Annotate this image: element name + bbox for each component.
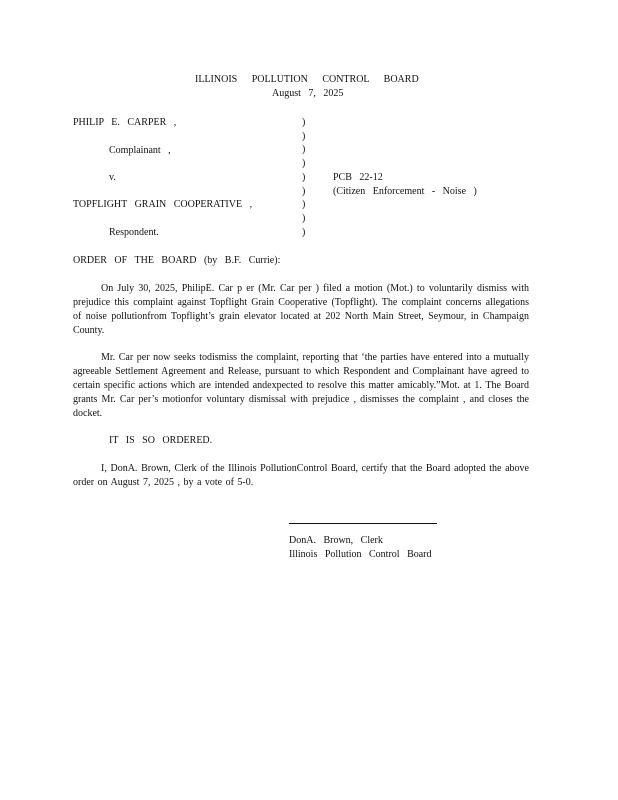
- order-paragraph-1: [73, 282, 529, 338]
- respondent-role: Respondent.: [109, 227, 159, 238]
- signature-line: [289, 523, 437, 524]
- caption-paren: ): [302, 144, 306, 156]
- caption-paren: ): [302, 171, 306, 183]
- order-date: August 7, 2025: [272, 88, 344, 99]
- order-paragraph-2-text: Mr. Car per now seeks todismiss the complaint, reporting that ‘the parties have entered into a mutually agreeable Settlement Agreement and Release, pursuant to which Respondent and Complainant have agreed to certain specific actions which are intended andexpected to resolve this matter amicably.”Mot. at 1. The Board grants Mr. Car per’s motionfor voluntary dismissal with prejudice , dismisses the complaint , and closes the docket.: [73, 352, 529, 419]
- so-ordered: IT IS SO ORDERED.: [109, 435, 213, 446]
- caption-paren: ): [302, 117, 306, 128]
- clerk-title: Illinois Pollution Control Board: [289, 549, 432, 560]
- case-number: PCB 22-12: [333, 172, 383, 183]
- clerk-name: DonA. Brown, Clerk: [289, 535, 383, 546]
- versus-label: v.: [109, 172, 116, 183]
- order-heading: ORDER OF THE BOARD (by B.F. Currie):: [73, 255, 281, 266]
- certification-paragraph: [73, 462, 529, 490]
- caption-paren: ): [302, 199, 306, 211]
- caption-paren: ): [302, 226, 306, 238]
- caption-parentheses: [302, 116, 310, 239]
- certification-text: I, DonA. Brown, Clerk of the Illinois PollutionControl Board, certify that the Board adopted the above order on August 7, 2025 , by a vote of 5-0.: [73, 463, 529, 488]
- respondent-name: TOPFLIGHT GRAIN COOPERATIVE ,: [73, 199, 253, 210]
- caption-paren: ): [302, 185, 306, 197]
- caption-paren: ): [302, 212, 306, 224]
- case-type: (Citizen Enforcement - Noise ): [333, 186, 477, 197]
- order-paragraph-1-text: On July 30, 2025, PhilipE. Car p er (Mr. Car per ) filed a motion (Mot.) to voluntarily dismiss with prejudice this complaint against Topflight Grain Cooperative (Topflight). The complaint concerns allegations of noise pollutionfrom Topflight’s grain elevator located at 202 North Main Street, Seymour, in Champaign County.: [73, 283, 529, 336]
- complainant-role: Complainant ,: [109, 145, 171, 156]
- caption-paren: ): [302, 130, 306, 142]
- agency-title: ILLINOIS POLLUTION CONTROL BOARD: [195, 74, 419, 85]
- complainant-name: PHILIP E. CARPER ,: [73, 117, 177, 128]
- order-paragraph-2: [73, 351, 529, 421]
- caption-paren: ): [302, 158, 306, 170]
